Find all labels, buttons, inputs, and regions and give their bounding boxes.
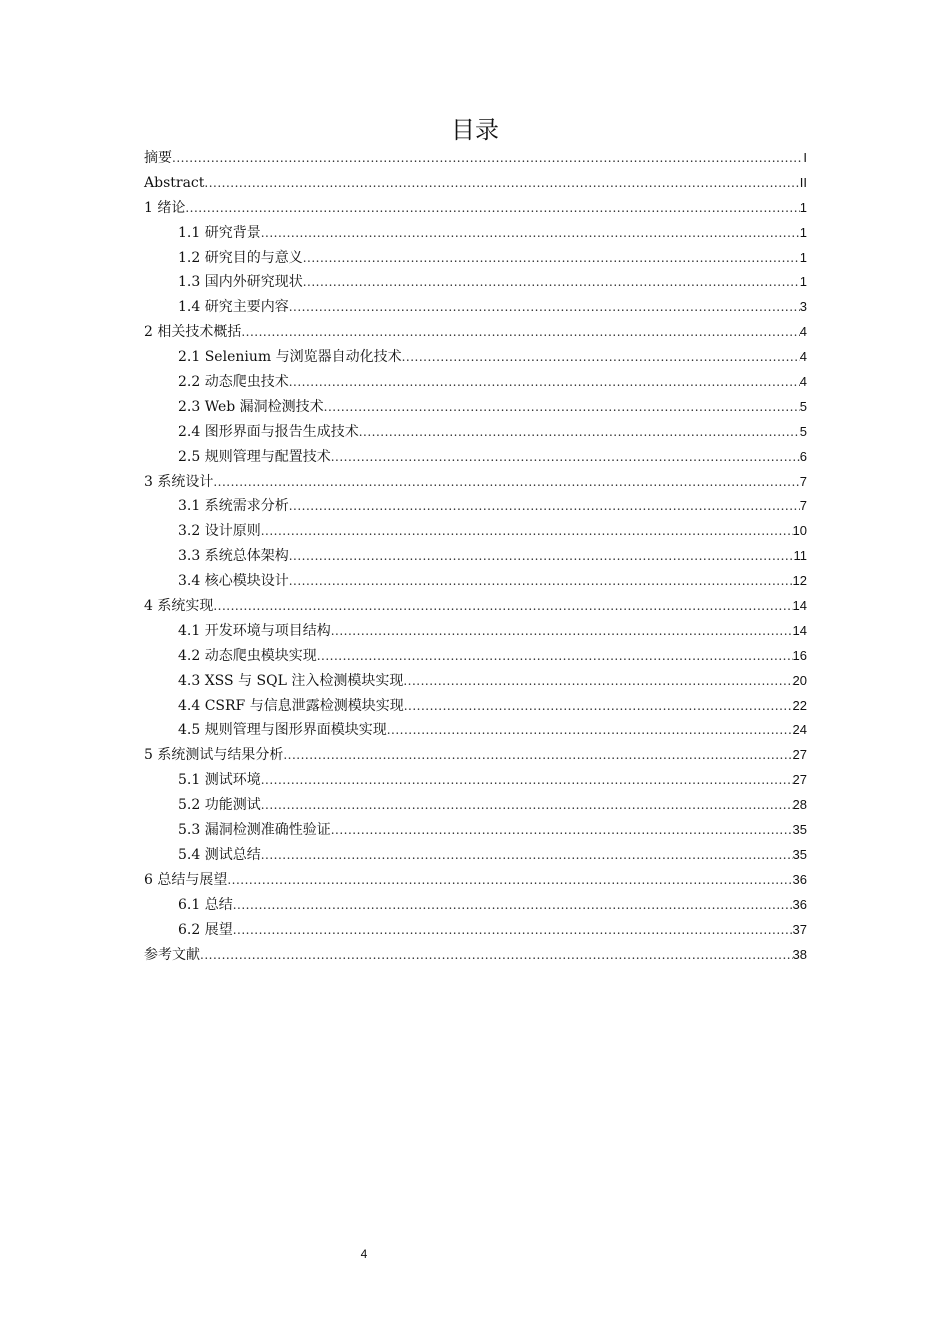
toc-entry-page: 1 (799, 274, 807, 290)
toc-entry[interactable] (144, 843, 807, 868)
toc-entry[interactable] (144, 146, 807, 171)
toc-entry-page: 16 (792, 647, 807, 663)
toc-entry[interactable] (144, 544, 807, 569)
toc-entry[interactable] (144, 221, 807, 246)
toc-entry[interactable] (144, 943, 807, 968)
toc-entry-label: 5.2 功能测试 (178, 797, 261, 814)
toc-dot-leader (317, 644, 793, 669)
toc-dot-leader (261, 843, 793, 868)
toc-entry-label: Abstract (144, 174, 205, 191)
toc-entry-label: 参考文献 (144, 946, 200, 963)
toc-dot-leader (172, 146, 803, 171)
toc-entry[interactable] (144, 470, 807, 495)
toc-entry-label: 1.1 研究背景 (178, 224, 261, 241)
toc-entry-label: 2 相关技术概括 (144, 324, 242, 341)
toc-entry-label: 4.5 规则管理与图形界面模块实现 (178, 722, 387, 739)
toc-entry-page: 28 (792, 797, 807, 813)
toc-entry-label: 5.3 漏洞检测准确性验证 (178, 822, 331, 839)
toc-entry-label: 3.2 设计原则 (178, 523, 261, 540)
toc-entry-label: 2.3 Web 漏洞检测技术 (178, 398, 324, 415)
toc-entry[interactable] (144, 918, 807, 943)
toc-entry-page: 4 (799, 324, 807, 340)
toc-entry[interactable] (144, 171, 807, 196)
toc-entry-label: 1.2 研究目的与意义 (178, 249, 303, 266)
toc-entry-page: 14 (792, 598, 807, 614)
toc-entry-label: 4.4 CSRF 与信息泄露检测模块实现 (178, 697, 404, 714)
toc-entry-page: 27 (792, 772, 807, 788)
toc-entry-page: 38 (792, 946, 807, 962)
toc-entry-label: 5.4 测试总结 (178, 846, 261, 863)
toc-entry-label: 2.4 图形界面与报告生成技术 (178, 423, 359, 440)
toc-entry[interactable] (144, 893, 807, 918)
toc-dot-leader (289, 544, 794, 569)
toc-entry-page: 4 (799, 374, 807, 390)
toc-entry[interactable] (144, 718, 807, 743)
toc-dot-leader (261, 221, 800, 246)
toc-entry[interactable] (144, 320, 807, 345)
toc-entry-page: 24 (792, 722, 807, 738)
toc-entry-page: 3 (799, 299, 807, 315)
toc-dot-leader (213, 470, 799, 495)
toc-entry-page: 6 (799, 448, 807, 464)
toc-entry-page: 11 (793, 548, 807, 564)
toc-entry-page: 1 (799, 249, 807, 265)
toc-entry-label: 3.3 系统总体架构 (178, 548, 289, 565)
footer-page-number: 4 (360, 1247, 368, 1261)
toc-entry[interactable] (144, 868, 807, 893)
toc-dot-leader (402, 345, 800, 370)
toc-entry[interactable] (144, 644, 807, 669)
toc-entry[interactable] (144, 196, 807, 221)
toc-entry-label: 3.1 系统需求分析 (178, 498, 289, 515)
toc-dot-leader (200, 943, 793, 968)
toc-entry-page: 1 (799, 224, 807, 240)
toc-dot-leader (233, 893, 793, 918)
toc-entry-page: II (799, 174, 807, 190)
toc-entry[interactable] (144, 420, 807, 445)
toc-entry-label: 5 系统测试与结果分析 (144, 747, 284, 764)
toc-dot-leader (324, 395, 800, 420)
toc-entry[interactable] (144, 519, 807, 544)
toc-dot-leader (261, 793, 793, 818)
toc-entry[interactable] (144, 246, 807, 271)
toc-entry-label: 5.1 测试环境 (178, 772, 261, 789)
toc-entry-page: 1 (799, 199, 807, 215)
toc-dot-leader (303, 270, 800, 295)
toc-entry-label: 摘要 (144, 150, 172, 166)
toc-entry-page: 36 (792, 896, 807, 912)
toc-dot-leader (404, 694, 793, 719)
toc-entry-label: 4 系统实现 (144, 598, 214, 615)
toc-entry-label: 4.2 动态爬虫模块实现 (178, 647, 317, 664)
toc-entry-label: 1 绪论 (144, 199, 186, 216)
page-title: 目录 (451, 116, 499, 144)
toc-dot-leader (289, 295, 800, 320)
toc-entry-page: 7 (799, 498, 807, 514)
toc-dot-leader (331, 818, 793, 843)
toc-entry-page: 7 (799, 473, 807, 489)
toc-entry-page: 10 (792, 523, 807, 539)
toc-entry-label: 2.5 规则管理与配置技术 (178, 448, 331, 465)
toc-entry-page: I (803, 150, 807, 165)
toc-entry[interactable] (144, 743, 807, 768)
toc-dot-leader (261, 519, 793, 544)
toc-entry[interactable] (144, 694, 807, 719)
toc-dot-leader (359, 420, 800, 445)
toc-entry-page: 22 (792, 697, 807, 713)
toc-dot-leader (241, 320, 799, 345)
table-of-contents (144, 146, 807, 967)
toc-entry-page: 20 (792, 672, 807, 688)
toc-entry-page: 37 (792, 921, 807, 937)
toc-dot-leader (227, 868, 792, 893)
toc-entry[interactable] (144, 569, 807, 594)
toc-dot-leader (289, 494, 800, 519)
toc-entry[interactable] (144, 818, 807, 843)
toc-entry-page: 35 (792, 822, 807, 838)
toc-dot-leader (283, 743, 792, 768)
toc-entry[interactable] (144, 370, 807, 395)
toc-entry-label: 6.2 展望 (178, 921, 233, 938)
toc-entry[interactable] (144, 445, 807, 470)
toc-entry-label: 4.3 XSS 与 SQL 注入检测模块实现 (178, 672, 404, 689)
toc-dot-leader (331, 445, 800, 470)
toc-entry[interactable] (144, 768, 807, 793)
toc-entry-page: 14 (792, 622, 807, 638)
toc-dot-leader (289, 569, 793, 594)
toc-entry-label: 1.4 研究主要内容 (178, 299, 289, 316)
toc-entry-page: 4 (799, 349, 807, 365)
toc-entry-label: 6.1 总结 (178, 896, 233, 913)
toc-dot-leader (204, 171, 799, 196)
toc-entry-label: 3 系统设计 (144, 473, 214, 490)
toc-dot-leader (185, 196, 799, 221)
toc-dot-leader (213, 594, 792, 619)
toc-dot-leader (261, 768, 793, 793)
toc-dot-leader (233, 918, 793, 943)
toc-entry-page: 5 (799, 398, 807, 414)
toc-entry[interactable] (144, 345, 807, 370)
toc-dot-leader (331, 619, 793, 644)
toc-entry[interactable] (144, 270, 807, 295)
toc-entry-page: 36 (792, 871, 807, 887)
toc-entry-label: 2.1 Selenium 与浏览器自动化技术 (178, 349, 402, 366)
toc-entry-page: 35 (792, 846, 807, 862)
toc-entry[interactable] (144, 395, 807, 420)
toc-entry[interactable] (144, 295, 807, 320)
toc-entry-page: 12 (792, 573, 807, 589)
toc-dot-leader (387, 718, 793, 743)
toc-dot-leader (289, 370, 800, 395)
toc-entry-label: 3.4 核心模块设计 (178, 573, 289, 590)
toc-entry[interactable] (144, 619, 807, 644)
toc-dot-leader (303, 246, 800, 271)
toc-dot-leader (403, 669, 792, 694)
toc-entry-label: 2.2 动态爬虫技术 (178, 374, 289, 391)
toc-entry[interactable] (144, 594, 807, 619)
toc-entry-page: 5 (799, 423, 807, 439)
toc-entry-label: 4.1 开发环境与项目结构 (178, 622, 331, 639)
toc-entry-label: 6 总结与展望 (144, 871, 228, 888)
toc-entry-page: 27 (792, 747, 807, 763)
toc-entry[interactable] (144, 669, 807, 694)
toc-entry-label: 1.3 国内外研究现状 (178, 274, 303, 291)
toc-entry[interactable] (144, 793, 807, 818)
toc-entry[interactable] (144, 494, 807, 519)
